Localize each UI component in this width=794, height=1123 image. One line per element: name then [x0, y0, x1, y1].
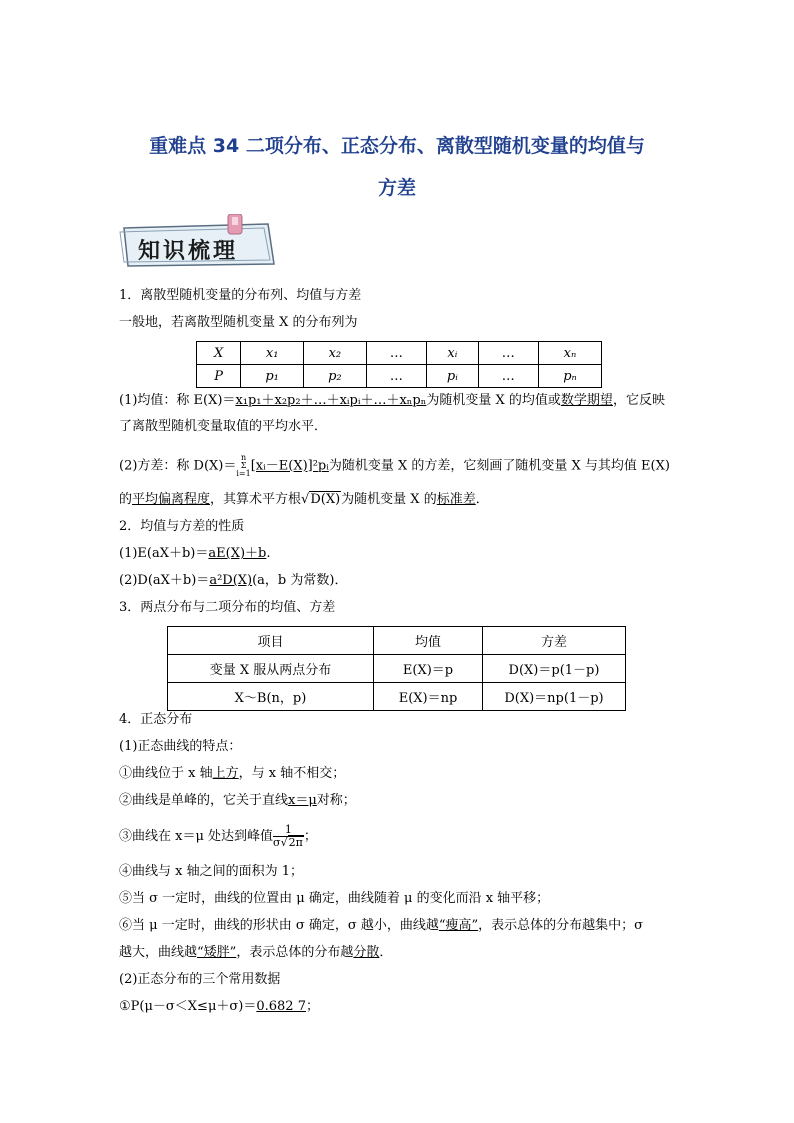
- s4-sub1: (1)正态曲线的特点：: [119, 739, 242, 754]
- table-row: [197, 342, 602, 365]
- table-row: [197, 365, 602, 388]
- property-1: (1)E(aX＋b)＝aE(X)＋b.: [119, 546, 271, 561]
- summation-symbol: n Σ i=1: [236, 453, 251, 478]
- s4-heading: 4．正态分布: [119, 712, 193, 727]
- mean-variance-table: [167, 626, 626, 711]
- variance-definition-cont: 的平均偏离程度，其算术平方根√D(X)为随机变量 X 的标准差．: [119, 492, 489, 507]
- curve-feature-6: ⑥当 μ 一定时，曲线的形状由 σ 确定，σ 越小，曲线越“瘦高”，表示总体的分布越集中；σ: [119, 918, 644, 933]
- s2-heading: 2．均值与方差的性质: [119, 519, 245, 534]
- s1-heading: 1．离散型随机变量的分布列、均值与方差: [119, 288, 362, 303]
- page-title-line1: 重难点 34 二项分布、正态分布、离散型随机变量的均值与: [149, 135, 645, 157]
- curve-feature-2: ②曲线是单峰的，它关于直线x＝μ对称；: [119, 793, 356, 808]
- table-cell: x₁: [241, 342, 304, 365]
- table-cell: xᵢ: [427, 342, 478, 365]
- variance-definition: (2)方差：称 D(X)＝n Σ i=1[xᵢ－E(X)]²pᵢ为随机变量 X 的方差，它刻画了随机变量 X 与其均值 E(X): [119, 453, 670, 478]
- table-header: 项目: [168, 627, 374, 655]
- s1-intro: 一般地，若离散型随机变量 X 的分布列为: [119, 315, 358, 330]
- table-cell: …: [366, 342, 426, 365]
- table-cell: xₙ: [538, 342, 601, 365]
- table-cell: D(X)＝np(1－p): [483, 683, 626, 711]
- table-cell: …: [478, 365, 538, 388]
- curve-feature-6-cont: 越大，曲线越“矮胖”，表示总体的分布越分散．: [119, 945, 393, 960]
- peak-fraction: $\frac{1}{\sigma√2\pi}$: [273, 823, 303, 849]
- table-cell: pₙ: [538, 365, 601, 388]
- property-2: (2)D(aX＋b)＝a²D(X)(a，b 为常数)．: [119, 573, 348, 588]
- normal-data-1: ①P(μ－σ＜X≤μ＋σ)＝0.682 7；: [119, 999, 319, 1014]
- table-header: 均值: [374, 627, 483, 655]
- curve-feature-4: ④曲线与 x 轴之间的面积为 1；: [119, 864, 303, 879]
- table-cell: …: [366, 365, 426, 388]
- table-cell: p₁: [241, 365, 304, 388]
- s4-sub2: (2)正态分布的三个常用数据: [119, 972, 281, 987]
- table-cell: X: [197, 342, 241, 365]
- table-row: [168, 683, 626, 711]
- distribution-table: [196, 341, 602, 388]
- curve-feature-1: ①曲线位于 x 轴上方，与 x 轴不相交；: [119, 766, 346, 781]
- badge-text: 知识梳理: [138, 238, 239, 264]
- table-cell: 变量 X 服从两点分布: [168, 655, 374, 683]
- mean-definition-cont: 了离散型随机变量取值的平均水平．: [119, 419, 328, 434]
- mean-definition: (1)均值：称 E(X)＝x₁p₁＋x₂p₂＋…＋xᵢpᵢ＋…＋xₙpₙ为随机变量 X 的均值或数学期望，它反映: [119, 393, 665, 408]
- table-cell: X～B(n，p): [168, 683, 374, 711]
- curve-feature-5: ⑤当 σ 一定时，曲线的位置由 μ 确定，曲线随着 μ 的变化而沿 x 轴平移；: [119, 891, 550, 906]
- s3-heading: 3．两点分布与二项分布的均值、方差: [119, 600, 336, 615]
- table-cell: E(X)＝np: [374, 683, 483, 711]
- table-cell: D(X)＝p(1－p): [483, 655, 626, 683]
- table-row: [168, 655, 626, 683]
- table-row: [168, 627, 626, 655]
- page-title-line2: 方差: [377, 177, 416, 199]
- table-cell: pᵢ: [427, 365, 478, 388]
- table-cell: …: [478, 342, 538, 365]
- table-cell: x₂: [304, 342, 367, 365]
- table-cell: p₂: [304, 365, 367, 388]
- curve-feature-3: ③曲线在 x＝μ 处达到峰值 $\frac{1}{\sigma√2\pi}$；: [119, 823, 317, 849]
- knowledge-badge: [118, 214, 280, 270]
- table-cell: E(X)＝p: [374, 655, 483, 683]
- table-header: 方差: [483, 627, 626, 655]
- table-cell: P: [197, 365, 241, 388]
